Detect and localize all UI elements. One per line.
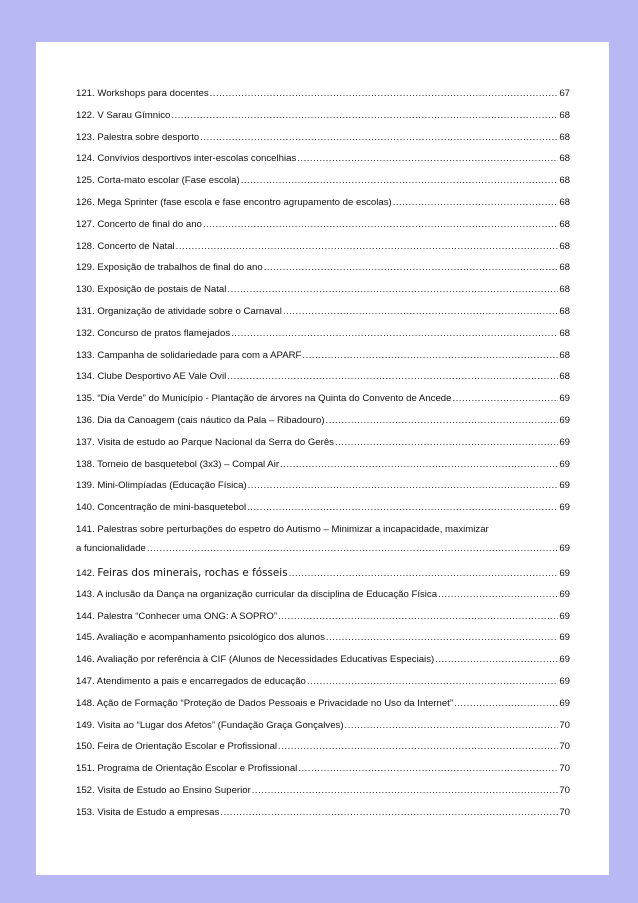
dot-leader [307, 676, 558, 687]
toc-entry[interactable] [76, 807, 570, 829]
toc-entry[interactable] [76, 676, 570, 698]
dot-leader [298, 763, 558, 774]
toc-page-number: 68 [559, 305, 570, 317]
dot-leader [203, 219, 558, 230]
toc-entry-label: 137. Visita de estudo ao Parque Nacional da Serra do Gerês [76, 436, 334, 448]
toc-entry[interactable] [76, 132, 570, 154]
toc-page-number: 68 [559, 175, 570, 187]
dot-leader [147, 543, 558, 554]
toc-page-number: 69 [559, 654, 570, 666]
toc-page-number: 70 [559, 741, 570, 753]
toc-entry-label: 127. Concerto de final do ano [76, 218, 202, 230]
toc-page-number: 70 [559, 719, 570, 731]
dot-leader [302, 350, 558, 361]
toc-entry-label: 141. Palestras sobre perturbações do espetro do Autismo – Minimizar a incapacidade, maximizar [76, 523, 489, 535]
toc-entry-label: 140. Concentração de mini-basquetebol [76, 502, 247, 514]
toc-entry[interactable] [76, 110, 570, 132]
dot-leader [326, 415, 559, 426]
toc-entry-label: 136. Dia da Canoagem (cais náutico da Pala – Ribadouro) [76, 414, 325, 426]
toc-page-number: 69 [559, 393, 570, 405]
dot-leader [171, 110, 558, 121]
toc-page-number: 69 [559, 502, 570, 514]
toc-page-number: 68 [559, 327, 570, 339]
toc-entry-label: 129. Exposição de trabalhos de final do ano [76, 262, 263, 274]
toc-page-number: 68 [559, 218, 570, 230]
toc-entry-label: 121. Workshops para docentes [76, 88, 209, 99]
toc-entry-label: 130. Exposição de postais de Natal [76, 284, 227, 296]
dot-leader [452, 393, 558, 404]
toc-page-number: 70 [559, 806, 570, 818]
dot-leader [247, 502, 558, 513]
toc-entry-label: 150. Feira de Orientação Escolar e Profissional [76, 741, 278, 753]
toc-entry[interactable] [76, 241, 570, 263]
toc-page-number: 68 [559, 131, 570, 143]
toc-entry[interactable] [76, 763, 570, 785]
toc-page-number: 69 [559, 414, 570, 426]
toc-entry-label: 134. Clube Desportivo AE Vale Ovil [76, 371, 227, 383]
toc-entry-label: 132. Concurso de pratos flamejados [76, 327, 231, 339]
toc-entry-label: 124. Convívios desportivos inter-escolas concelhias [76, 153, 297, 165]
toc-page-number: 69 [559, 542, 570, 554]
toc-page-number: 69 [559, 588, 570, 600]
toc-page-number: 68 [559, 284, 570, 296]
toc-entry-label: 135. “Dia Verde” do Município - Plantação de árvores na Quinta do Convento de Ancede [76, 393, 452, 405]
dot-leader [264, 262, 559, 273]
toc-entry[interactable] [76, 175, 570, 197]
toc-page-number: 69 [559, 480, 570, 492]
toc-entry[interactable] [76, 720, 570, 742]
dot-leader [227, 284, 558, 295]
toc-entry-label: 125. Corta-mato escolar (Fase escola) [76, 175, 240, 187]
toc-entry[interactable] [76, 197, 570, 219]
dot-leader [176, 241, 559, 252]
toc-entry-label: 148. Ação de Formação “Proteção de Dados Pessoais e Privacidade no Uso da Internet” [76, 697, 454, 709]
dot-leader [280, 459, 558, 470]
toc-page-number: 69 [559, 610, 570, 622]
toc-page-number: 69 [559, 436, 570, 448]
toc-entry[interactable] [76, 153, 570, 175]
toc-entry-label [76, 567, 288, 579]
toc-entry[interactable] [76, 480, 570, 502]
toc-entry-label-cont: a funcionalidade [76, 542, 146, 554]
dot-leader [283, 306, 558, 317]
toc-page-number: 69 [559, 632, 570, 644]
dot-leader [241, 175, 559, 186]
dot-leader [227, 371, 558, 382]
dot-leader [278, 741, 558, 752]
toc-page-number: 68 [559, 240, 570, 252]
toc-entry[interactable] [76, 219, 570, 241]
toc-entry-label: 145. Avaliação e acompanhamento psicológico dos alunos [76, 632, 325, 644]
toc-entry[interactable] [76, 567, 570, 589]
toc-entry-label: 139. Mini-Olimpíadas (Educação Física) [76, 480, 247, 492]
toc-page-number: 69 [559, 675, 570, 687]
toc-entry-label: 147. Atendimento a pais e encarregados de educação [76, 675, 306, 687]
toc-entry[interactable] [76, 328, 570, 350]
dot-leader [278, 611, 558, 622]
toc-entry[interactable] [76, 589, 570, 611]
toc-entry[interactable] [76, 350, 570, 372]
toc-entry-label: 144. Palestra “Conhecer uma ONG: A SOPRO” [76, 610, 278, 622]
toc-entry-label: 143. A inclusão da Dança na organização curricular da disciplina de Educação Física [76, 588, 438, 600]
toc-entry[interactable] [76, 632, 570, 654]
toc-entry[interactable] [76, 459, 570, 481]
toc-entry[interactable] [76, 741, 570, 763]
dot-leader [297, 153, 558, 164]
toc-entry-label: 131. Organização de atividade sobre o Carnaval [76, 305, 282, 317]
toc-entry[interactable] [76, 611, 570, 633]
toc-entry-label: 151. Programa de Orientação Escolar e Profissional [76, 763, 298, 775]
toc-page-number: 68 [559, 196, 570, 208]
toc-page-number: 68 [559, 109, 570, 121]
toc-entry[interactable] [76, 371, 570, 393]
dot-leader [438, 589, 558, 600]
toc-entry-label: 138. Torneio de basquetebol (3x3) – Compal Air [76, 458, 280, 470]
toc-entry[interactable] [76, 415, 570, 437]
toc-entry-label: 122. V Sarau Gímnico [76, 109, 171, 121]
toc-page-number: 68 [559, 371, 570, 383]
toc-entry[interactable] [76, 284, 570, 306]
toc-page-number: 69 [559, 697, 570, 709]
toc-entry-label: 123. Palestra sobre desporto [76, 131, 200, 143]
toc-entry[interactable] [76, 785, 570, 807]
toc-entry[interactable] [76, 654, 570, 676]
toc-entry-label: 126. Mega Sprinter (fase escola e fase encontro agrupamento de escolas) [76, 196, 392, 208]
toc-entry-label: 153. Visita de Estudo a empresas [76, 806, 220, 818]
dot-leader [435, 654, 558, 665]
dot-leader [252, 785, 559, 796]
toc-page-number: 70 [559, 763, 570, 775]
toc-entry[interactable] [76, 698, 570, 720]
toc-entry-label: 146. Avaliação por referência à CIF (Alunos de Necessidades Educativas Especiais) [76, 654, 435, 666]
toc-entry[interactable] [76, 437, 570, 459]
toc-page-number: 69 [559, 458, 570, 470]
toc-entry-label: 152. Visita de Estudo ao Ensino Superior [76, 784, 251, 796]
toc-page-number: 68 [559, 153, 570, 165]
toc-page-number: 68 [559, 262, 570, 274]
toc-page-number: 67 [559, 88, 570, 99]
toc-entry[interactable] [76, 393, 570, 415]
toc-entry[interactable] [76, 262, 570, 284]
toc-entry[interactable] [76, 502, 570, 524]
toc-entry-label: 149. Visita ao “Lugar dos Afetos” (Fundação Graça Gonçalves) [76, 719, 344, 731]
dot-leader [231, 328, 558, 339]
toc-entry-continuation [76, 543, 570, 561]
table-of-contents [76, 88, 570, 829]
toc-entry[interactable] [76, 524, 570, 561]
toc-entry-label: 128. Concerto de Natal [76, 240, 175, 252]
toc-entry[interactable] [76, 306, 570, 328]
toc-entry-title: Feiras dos minerais, rochas e fósseis [97, 566, 288, 579]
dot-leader [220, 807, 558, 818]
dot-leader [248, 480, 559, 491]
toc-page-number: 68 [559, 349, 570, 361]
dot-leader [200, 132, 558, 143]
dot-leader [210, 88, 559, 99]
toc-page-number: 69 [559, 567, 570, 579]
dot-leader [335, 437, 558, 448]
dot-leader [345, 720, 559, 731]
toc-entry-number: 142. [76, 567, 98, 579]
dot-leader [289, 568, 559, 579]
dot-leader [454, 698, 558, 709]
toc-entry[interactable] [76, 88, 570, 110]
toc-page-number: 70 [559, 784, 570, 796]
dot-leader [393, 197, 559, 208]
toc-entry-label: 133. Campanha de solidariedade para com a APARF [76, 349, 302, 361]
dot-leader [326, 632, 558, 643]
